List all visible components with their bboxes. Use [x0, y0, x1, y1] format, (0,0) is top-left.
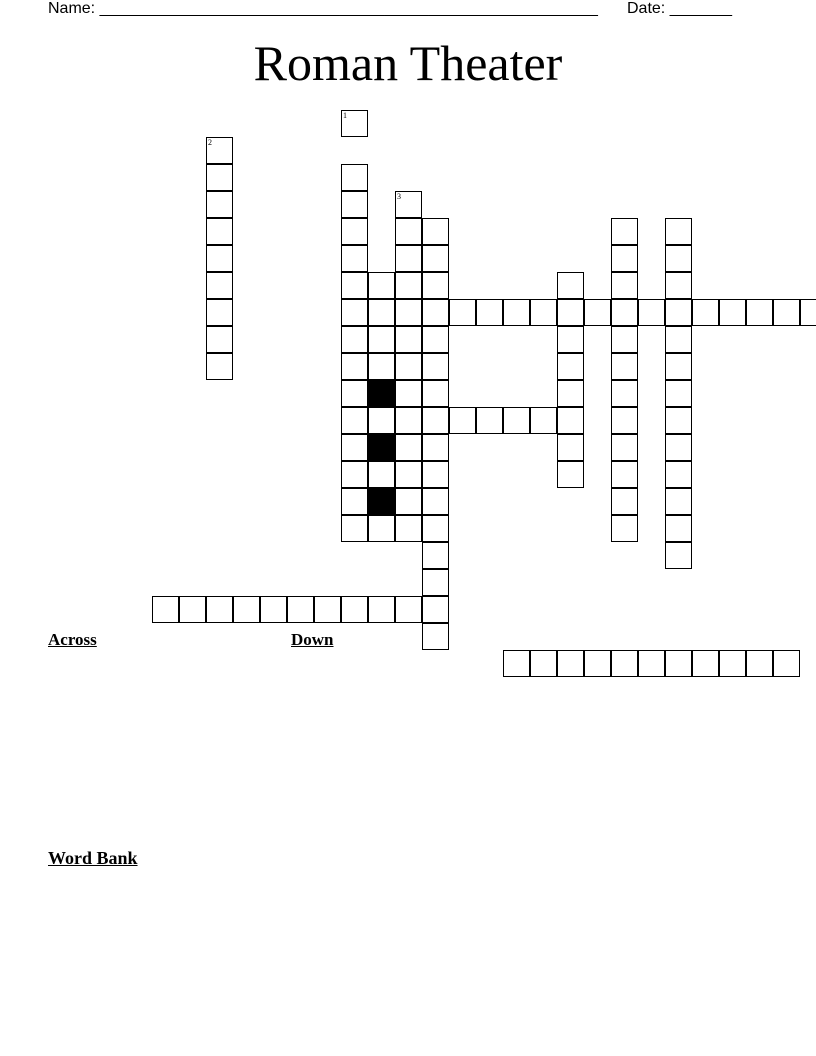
crossword-cell[interactable]: [395, 191, 422, 218]
clues-column-1: [48, 630, 284, 653]
crossword-cell[interactable]: [665, 299, 692, 326]
crossword-cell[interactable]: [611, 488, 638, 515]
crossword-cell[interactable]: [611, 650, 638, 677]
clue-number-label: 2: [208, 138, 212, 147]
clues-column-2: [291, 630, 521, 653]
crossword-cell[interactable]: [206, 299, 233, 326]
crossword-cell[interactable]: [584, 299, 611, 326]
crossword-cell[interactable]: [422, 461, 449, 488]
crossword-cell[interactable]: [449, 299, 476, 326]
crossword-cell[interactable]: [395, 218, 422, 245]
crossword-cell[interactable]: [395, 245, 422, 272]
crossword-cell[interactable]: [422, 353, 449, 380]
crossword-cell[interactable]: [368, 407, 395, 434]
date-field-label: Date: _______: [627, 0, 732, 17]
crossword-cell[interactable]: [206, 137, 233, 164]
crossword-cell[interactable]: [395, 326, 422, 353]
crossword-cell[interactable]: [611, 353, 638, 380]
crossword-cell[interactable]: [152, 596, 179, 623]
crossword-cell[interactable]: [611, 272, 638, 299]
crossword-cell[interactable]: [422, 245, 449, 272]
crossword-cell[interactable]: [422, 326, 449, 353]
crossword-cell[interactable]: [611, 245, 638, 272]
crossword-cell[interactable]: [746, 650, 773, 677]
crossword-cell[interactable]: [341, 488, 368, 515]
crossword-cell[interactable]: [665, 218, 692, 245]
crossword-cell[interactable]: [341, 110, 368, 137]
crossword-cell[interactable]: [395, 272, 422, 299]
crossword-cell[interactable]: [557, 353, 584, 380]
crossword-black-cell: [368, 488, 395, 515]
crossword-cell[interactable]: [611, 380, 638, 407]
crossword-cell[interactable]: [341, 326, 368, 353]
crossword-cell[interactable]: [557, 434, 584, 461]
crossword-cell[interactable]: [395, 461, 422, 488]
crossword-cell[interactable]: [395, 434, 422, 461]
crossword-cell[interactable]: [557, 461, 584, 488]
crossword-cell[interactable]: [557, 650, 584, 677]
crossword-cell[interactable]: [206, 326, 233, 353]
crossword-cell[interactable]: [476, 407, 503, 434]
clue-number-label: 1: [343, 111, 347, 120]
crossword-cell[interactable]: [179, 596, 206, 623]
crossword-cell[interactable]: [395, 407, 422, 434]
crossword-cell[interactable]: [422, 272, 449, 299]
crossword-cell[interactable]: [341, 245, 368, 272]
crossword-cell[interactable]: [368, 353, 395, 380]
crossword-cell[interactable]: [233, 596, 260, 623]
crossword-cell[interactable]: [368, 326, 395, 353]
crossword-cell[interactable]: [665, 272, 692, 299]
crossword-cell[interactable]: [665, 515, 692, 542]
crossword-cell[interactable]: [422, 515, 449, 542]
crossword-cell[interactable]: [422, 407, 449, 434]
crossword-cell[interactable]: [557, 299, 584, 326]
crossword-cell[interactable]: [368, 272, 395, 299]
crossword-cell[interactable]: [746, 299, 773, 326]
crossword-cell[interactable]: [422, 218, 449, 245]
crossword-cell[interactable]: [395, 515, 422, 542]
crossword-cell[interactable]: [611, 434, 638, 461]
crossword-cell[interactable]: [341, 191, 368, 218]
page-title: Roman Theater: [253, 35, 563, 91]
crossword-cell[interactable]: [368, 299, 395, 326]
crossword-cell[interactable]: [422, 380, 449, 407]
crossword-cell[interactable]: [665, 434, 692, 461]
crossword-cell[interactable]: [422, 434, 449, 461]
crossword-cell[interactable]: [206, 245, 233, 272]
crossword-cell[interactable]: [422, 542, 449, 569]
crossword-cell[interactable]: [503, 650, 530, 677]
crossword-cell[interactable]: [665, 542, 692, 569]
crossword-cell[interactable]: [638, 299, 665, 326]
crossword-cell[interactable]: [611, 326, 638, 353]
crossword-cell[interactable]: [719, 299, 746, 326]
crossword-cell[interactable]: [341, 461, 368, 488]
crossword-cell[interactable]: [395, 299, 422, 326]
crossword-cell[interactable]: [665, 326, 692, 353]
crossword-cell[interactable]: [395, 380, 422, 407]
crossword-cell[interactable]: [503, 299, 530, 326]
crossword-cell[interactable]: [341, 164, 368, 191]
crossword-cell[interactable]: [341, 353, 368, 380]
name-field-label: Name: ________________________________________________________: [48, 0, 598, 17]
crossword-cell[interactable]: [206, 353, 233, 380]
crossword-cell[interactable]: [368, 461, 395, 488]
crossword-cell[interactable]: [773, 299, 800, 326]
crossword-cell[interactable]: [719, 650, 746, 677]
crossword-cell[interactable]: [773, 650, 800, 677]
crossword-cell[interactable]: [341, 596, 368, 623]
crossword-cell[interactable]: [611, 461, 638, 488]
clue-number-label: 3: [397, 192, 401, 201]
crossword-cell[interactable]: [584, 650, 611, 677]
crossword-cell[interactable]: [422, 488, 449, 515]
crossword-cell[interactable]: [341, 272, 368, 299]
crossword-cell[interactable]: [530, 299, 557, 326]
crossword-cell[interactable]: [665, 407, 692, 434]
crossword-cell[interactable]: [800, 299, 816, 326]
crossword-cell[interactable]: [341, 515, 368, 542]
crossword-cell[interactable]: [341, 434, 368, 461]
down-heading: Down: [291, 630, 334, 649]
crossword-cell[interactable]: [692, 299, 719, 326]
crossword-cell[interactable]: [611, 407, 638, 434]
crossword-cell[interactable]: [449, 407, 476, 434]
crossword-cell[interactable]: [611, 218, 638, 245]
crossword-cell[interactable]: [476, 299, 503, 326]
across-heading: Across: [48, 630, 97, 649]
crossword-cell[interactable]: [206, 218, 233, 245]
crossword-cell[interactable]: [341, 299, 368, 326]
crossword-cell[interactable]: [395, 596, 422, 623]
crossword-cell[interactable]: [206, 164, 233, 191]
crossword-cell[interactable]: [395, 353, 422, 380]
crossword-cell[interactable]: [665, 488, 692, 515]
crossword-cell[interactable]: [665, 245, 692, 272]
crossword-cell[interactable]: [665, 461, 692, 488]
crossword-cell[interactable]: [314, 596, 341, 623]
crossword-cell[interactable]: [260, 596, 287, 623]
crossword-cell[interactable]: [422, 299, 449, 326]
crossword-black-cell: [368, 434, 395, 461]
crossword-cell[interactable]: [395, 488, 422, 515]
crossword-cell[interactable]: [665, 650, 692, 677]
crossword-cell[interactable]: [557, 326, 584, 353]
crossword-cell[interactable]: [611, 299, 638, 326]
crossword-cell[interactable]: [557, 380, 584, 407]
crossword-cell[interactable]: [206, 272, 233, 299]
crossword-cell[interactable]: [341, 218, 368, 245]
crossword-cell[interactable]: [422, 569, 449, 596]
crossword-cell[interactable]: [665, 380, 692, 407]
crossword-cell[interactable]: [692, 650, 719, 677]
crossword-cell[interactable]: [206, 596, 233, 623]
crossword-cell[interactable]: [665, 353, 692, 380]
crossword-cell[interactable]: [368, 515, 395, 542]
crossword-cell[interactable]: [206, 191, 233, 218]
crossword-cell[interactable]: [557, 272, 584, 299]
crossword-black-cell: [368, 380, 395, 407]
crossword-cell[interactable]: [422, 596, 449, 623]
crossword-cell[interactable]: [611, 515, 638, 542]
crossword-cell[interactable]: [368, 596, 395, 623]
crossword-cell[interactable]: [503, 407, 530, 434]
crossword-cell[interactable]: [557, 407, 584, 434]
crossword-cell[interactable]: [287, 596, 314, 623]
crossword-cell[interactable]: [530, 407, 557, 434]
crossword-cell[interactable]: [341, 407, 368, 434]
word-bank-title: Word Bank: [48, 848, 138, 868]
crossword-cell[interactable]: [638, 650, 665, 677]
crossword-cell[interactable]: [341, 380, 368, 407]
crossword-cell[interactable]: [530, 650, 557, 677]
